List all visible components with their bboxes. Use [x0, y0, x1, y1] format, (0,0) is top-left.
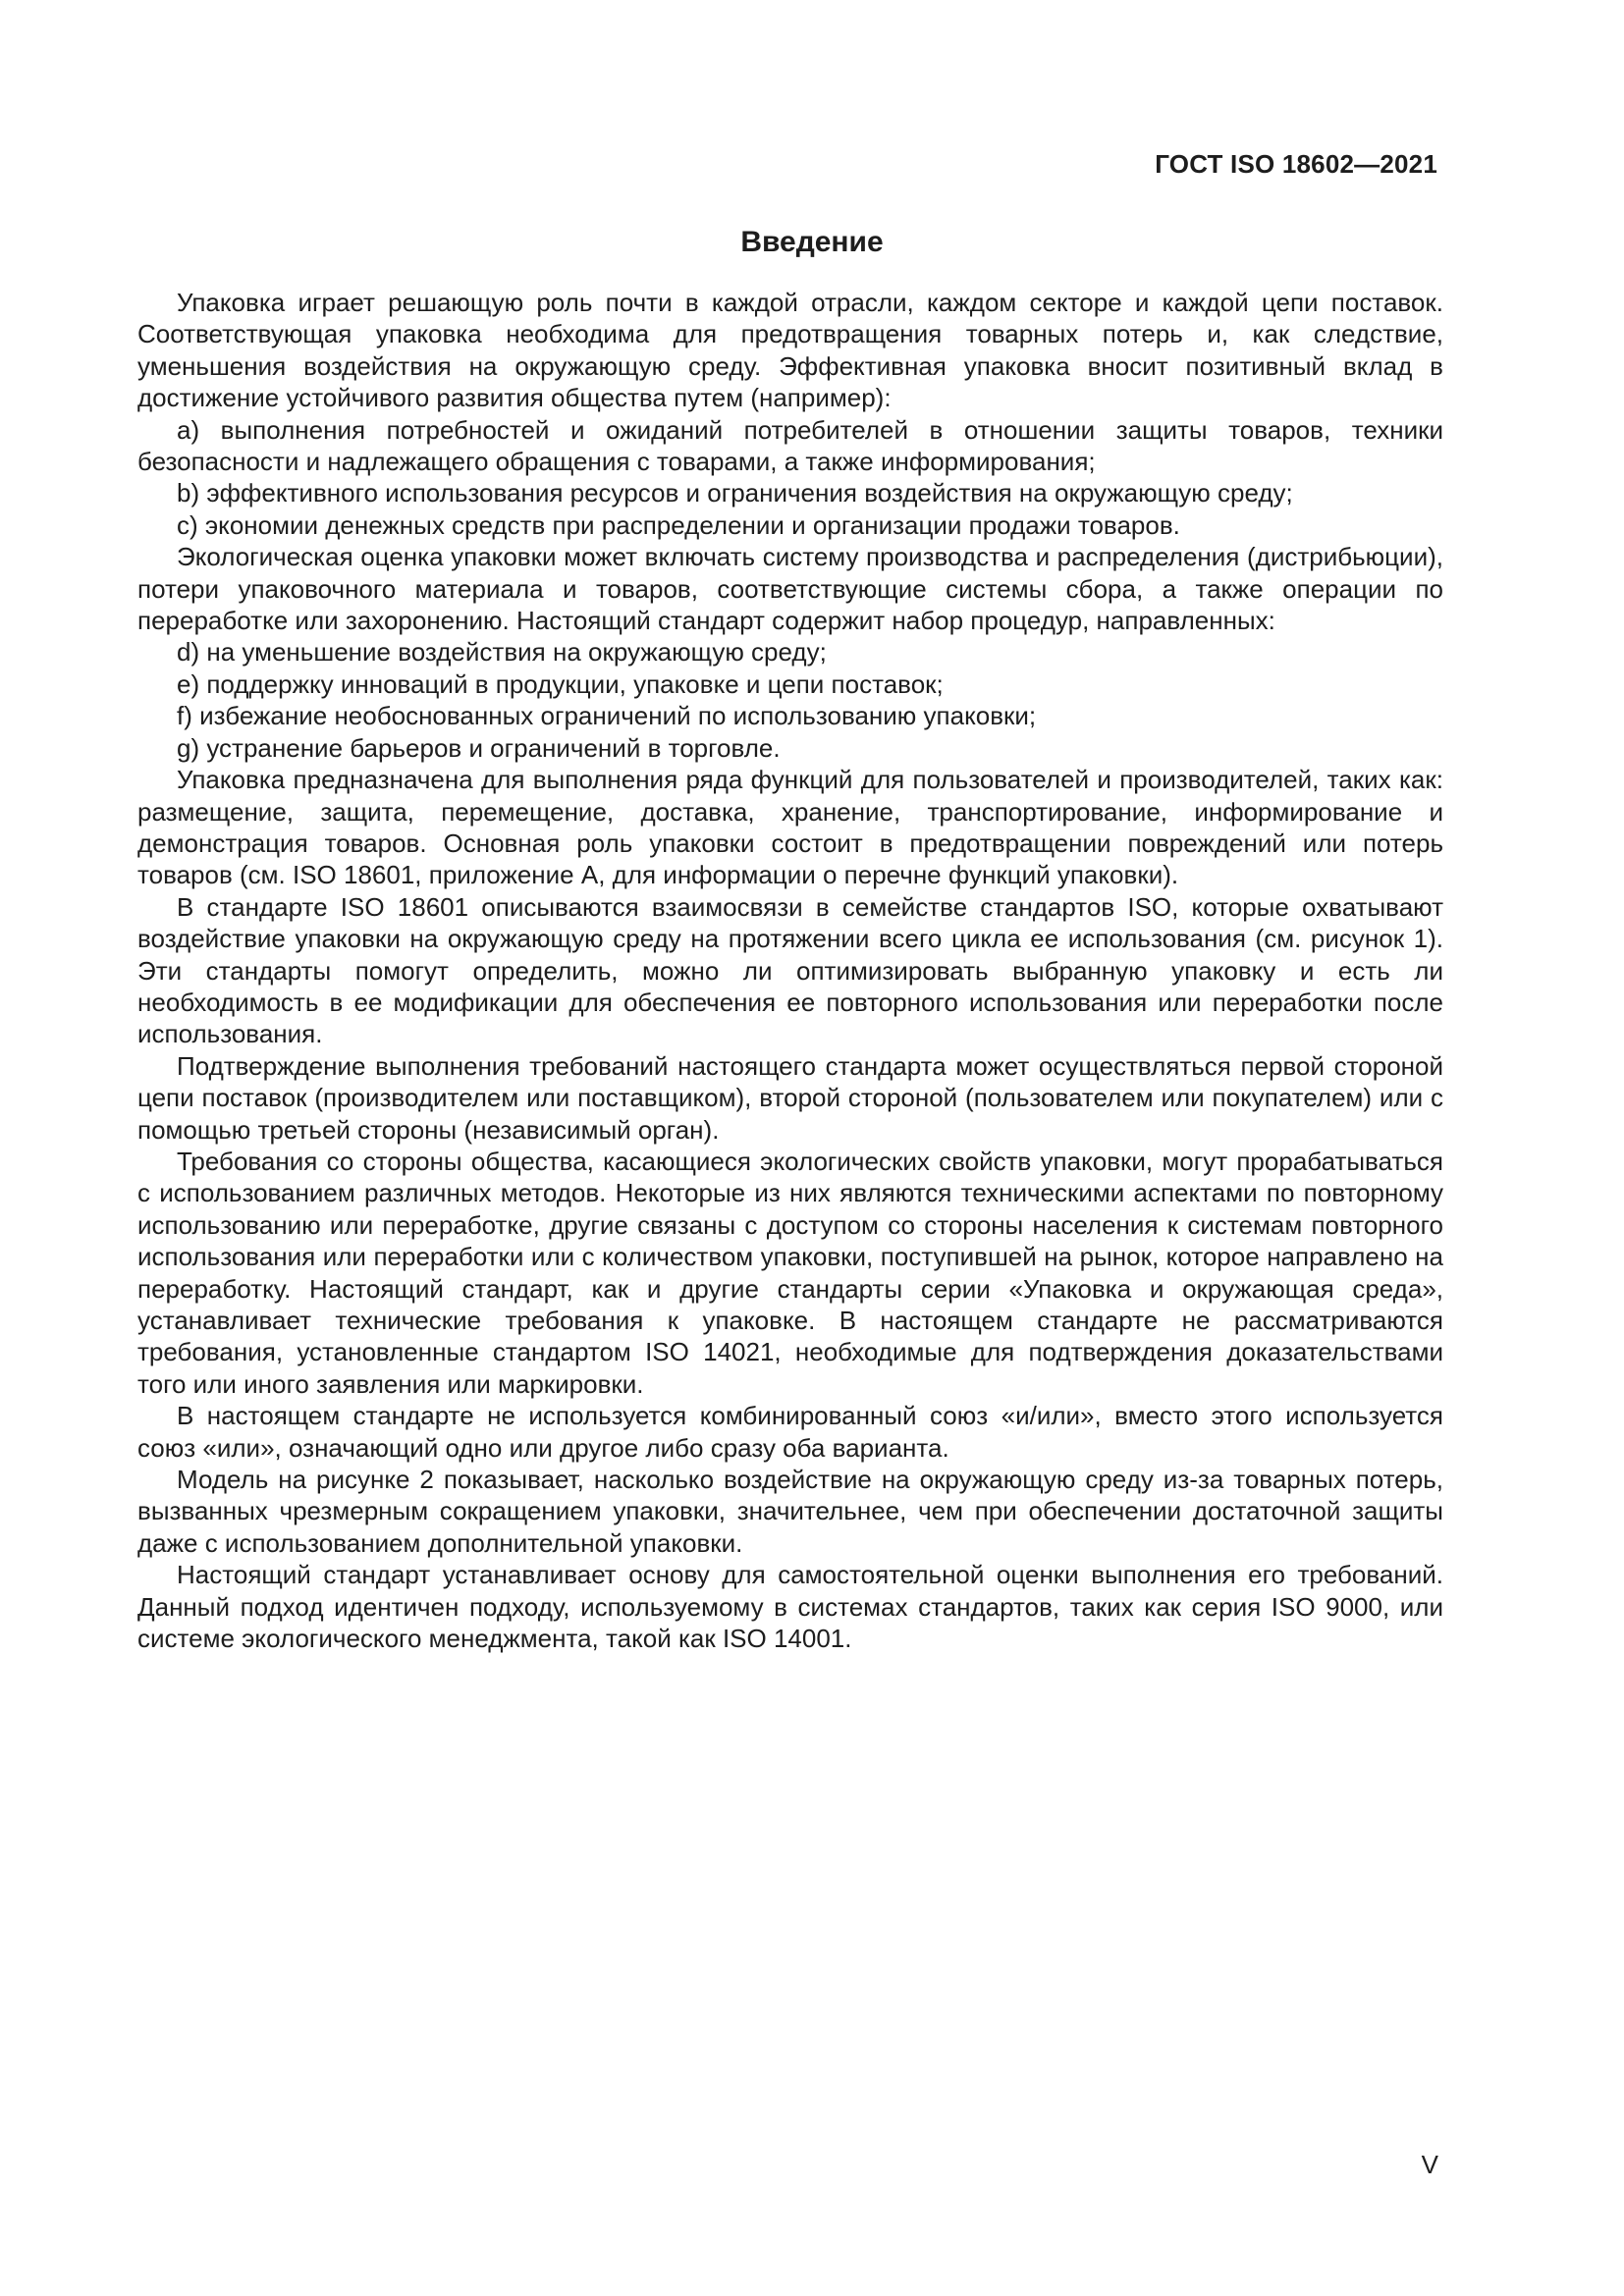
body-text	[137, 287, 1443, 1654]
paragraph-intro: Упаковка играет решающую роль почти в каждой отрасли, каждом секторе и каждой цепи поставок. Соответствующая упаковка необходима для предотвращения товарных потерь и, как следствие, уменьшения воздействия на окружающую среду. Эффективная упаковка вносит позитивный вклад в достижение устойчивого развития общества путем (например):	[137, 288, 1443, 413]
paragraph-iso-18601: В стандарте ISO 18601 описываются взаимосвязи в семействе стандартов ISO, которые охватывают воздействие упаковки на окружающую среду на протяжении всего цикла ее использования (см. рисунок 1). Эти стандарты помогут определить, можно ли оптимизировать выбранную упаковку и есть ли необходимость в ее модификации для обеспечения ее повторного использования или переработки после использования.	[137, 891, 1443, 1049]
list-item-e: е) поддержку инноваций в продукции, упаковке и цепи поставок;	[177, 668, 944, 699]
paragraph-model: Модель на рисунке 2 показывает, насколько воздействие на окружающую среду из-за товарных потерь, вызванных чрезмерным сокращением упаковки, значительнее, чем при обеспечении достаточной защиты даже с использованием дополнительной упаковки.	[137, 1465, 1443, 1558]
paragraph-assessment: Экологическая оценка упаковки может включать систему производства и распределения (дистрибьюции), потери упаковочного материала и товаров, соответствующие системы сбора, а также операции по переработке или захоронению. Настоящий стандарт содержит набор процедур, направленных:	[137, 542, 1443, 636]
document-code: ГОСТ ISO 18602—2021	[1155, 149, 1437, 179]
list-item-g: g) устранение барьеров и ограничений в торговле.	[177, 732, 781, 763]
page-number: V	[1421, 2150, 1438, 2179]
paragraph-confirmation: Подтверждение выполнения требований настоящего стандарта может осуществляться первой стороной цепи поставок (производителем или поставщиком), второй стороной (пользователем или покупателем) или с помощью третьей стороны (независимый орган).	[137, 1050, 1443, 1145]
list-item-f: f) избежание необоснованных ограничений по использованию упаковки;	[177, 701, 1037, 731]
paragraph-requirements: Требования со стороны общества, касающиеся экологических свойств упаковки, могут прорабатываться с использованием различных методов. Некоторые из них являются техническими аспектами по повторному использованию или переработке, другие связаны с доступом со стороны населения к системам повторного использования или переработки или с количеством упаковки, поступившей на рынок, которое направлено на переработку. Настоящий стандарт, как и другие стандарты серии «Упаковка и окружающая среда», устанавливает технические требования к упаковке. В настоящем стандарте не рассматриваются требования, установленные стандартом ISO 14021, необходимые для подтверждения доказательствами того или иного заявления или маркировки.	[137, 1146, 1443, 1399]
paragraph-conjunction: В настоящем стандарте не используется комбинированный союз «и/или», вместо этого используется союз «или», означающий одно или другое либо сразу оба варианта.	[137, 1401, 1443, 1463]
paragraph-functions: Упаковка предназначена для выполнения ряда функций для пользователей и производителей, таких как: размещение, защита, перемещение, доставка, хранение, транспортирование, информирование и демонстрация товаров. Основная роль упаковки состоит в предотвращении повреждений или потерь товаров (см. ISO 18601, приложение А, для информации о перечне функций упаковки).	[137, 765, 1443, 890]
paragraph-self-assessment: Настоящий стандарт устанавливает основу для самостоятельной оценки выполнения его требований. Данный подход идентичен подходу, используемому в системах стандартов, таких как серия ISO 9000, или системе экологического менеджмента, такой как ISO 14001.	[137, 1560, 1443, 1654]
section-title: Введение	[740, 226, 884, 258]
list-item-a: а) выполнения потребностей и ожиданий потребителей в отношении защиты товаров, техники безопасности и надлежащего обращения с товарами, а также информирования;	[137, 414, 1443, 477]
list-item-b: b) эффективного использования ресурсов и ограничения воздействия на окружающую среду;	[177, 478, 1293, 508]
list-item-c: с) экономии денежных средств при распределении и организации продажи товаров.	[177, 509, 1180, 540]
list-item-d: d) на уменьшение воздействия на окружающую среду;	[177, 637, 827, 667]
